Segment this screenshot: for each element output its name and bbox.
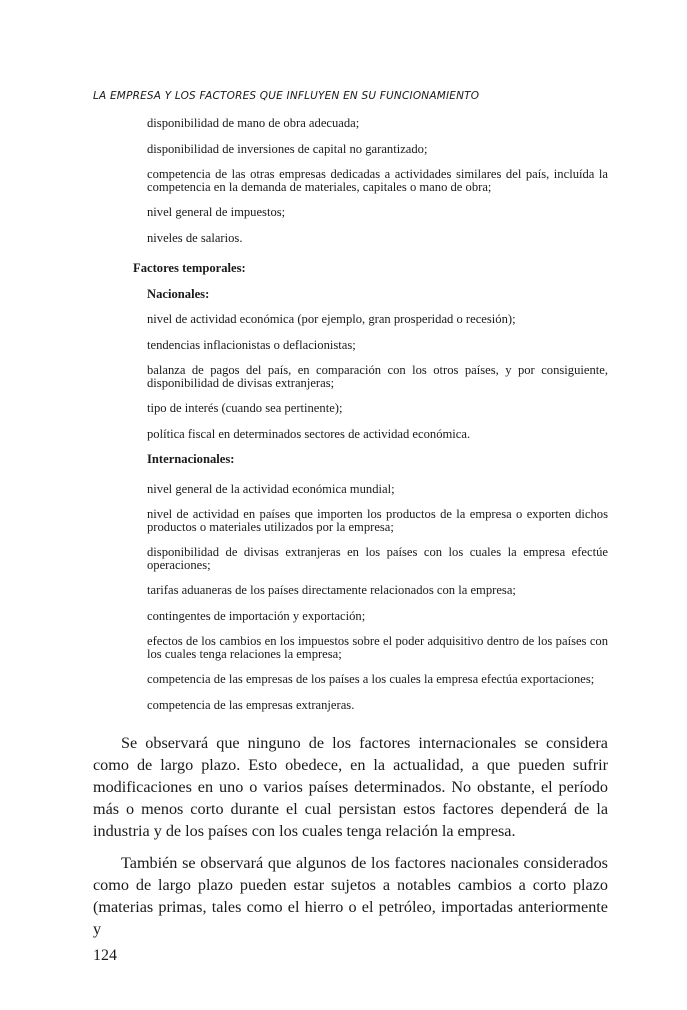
list-item: tendencias inflacionistas o deflacionistas; — [147, 337, 356, 352]
list-item: competencia de las empresas de los países a los cuales la empresa efectúa exportaciones; — [147, 672, 595, 686]
running-header: LA EMPRESA Y LOS FACTORES QUE INFLUYEN EN SU FUNCIONAMIENTO — [93, 90, 480, 102]
list-item: niveles de salarios. — [147, 230, 243, 245]
list-item: nivel general de impuestos; — [147, 205, 286, 219]
list-item: tarifas aduaneras de los países directamente relacionados con la empresa; — [147, 583, 516, 597]
subsection-heading-nacionales: Nacionales: — [147, 286, 210, 301]
section-heading-temporales: Factores temporales: — [133, 261, 246, 275]
list-item: tipo de interés (cuando sea pertinente); — [147, 401, 343, 415]
list-item: nivel general de la actividad económica mundial; — [147, 481, 395, 496]
page-body — [93, 117, 608, 966]
page-number: 124 — [93, 947, 117, 964]
list-item: balanza de pagos del país, en comparación con los otros países, y por consiguiente, disponibilidad de divisas extranjeras; — [147, 363, 608, 390]
body-paragraph: Se observará que ninguno de los factores internacionales se considera como de largo plazo. Esto obedece, en la actualidad, a que pueden sufrir modificaciones en uno o varios países determinados. No obstante, el período más o menos corto durante el cual persistan estos factores dependerá de la industria y de los países con los cuales tenga relación la empresa. — [93, 734, 608, 840]
list-item: efectos de los cambios en los impuestos sobre el poder adquisitivo dentro de los países con los cuales tenga relaciones la empresa; — [147, 634, 608, 661]
list-item: disponibilidad de inversiones de capital no garantizado; — [147, 141, 428, 156]
list-item: disponibilidad de divisas extranjeras en los países con los cuales la empresa efectúe operaciones; — [147, 545, 608, 572]
list-item: política fiscal en determinados sectores de actividad económica. — [147, 426, 471, 441]
list-item: disponibilidad de mano de obra adecuada; — [147, 116, 360, 130]
list-item: nivel de actividad económica (por ejemplo, gran prosperidad o recesión); — [147, 312, 516, 326]
list-item: contingentes de importación y exportación; — [147, 608, 366, 623]
list-item: competencia de las otras empresas dedicadas a actividades similares del país, incluída la competencia en la demanda de materiales, capitales o mano de obra; — [147, 167, 608, 194]
list-item: nivel de actividad en países que importen los productos de la empresa o exporten dichos productos o materiales utilizados por la empresa; — [147, 507, 608, 534]
body-paragraph: También se observará que algunos de los factores nacionales considerados como de largo plazo pueden estar sujetos a notables cambios a corto plazo (materias primas, tales como el hierro o el petróleo, importadas anteriormente y — [93, 854, 608, 938]
list-item: competencia de las empresas extranjeras. — [147, 697, 355, 712]
subsection-heading-internacionales: Internacionales: — [147, 452, 235, 466]
